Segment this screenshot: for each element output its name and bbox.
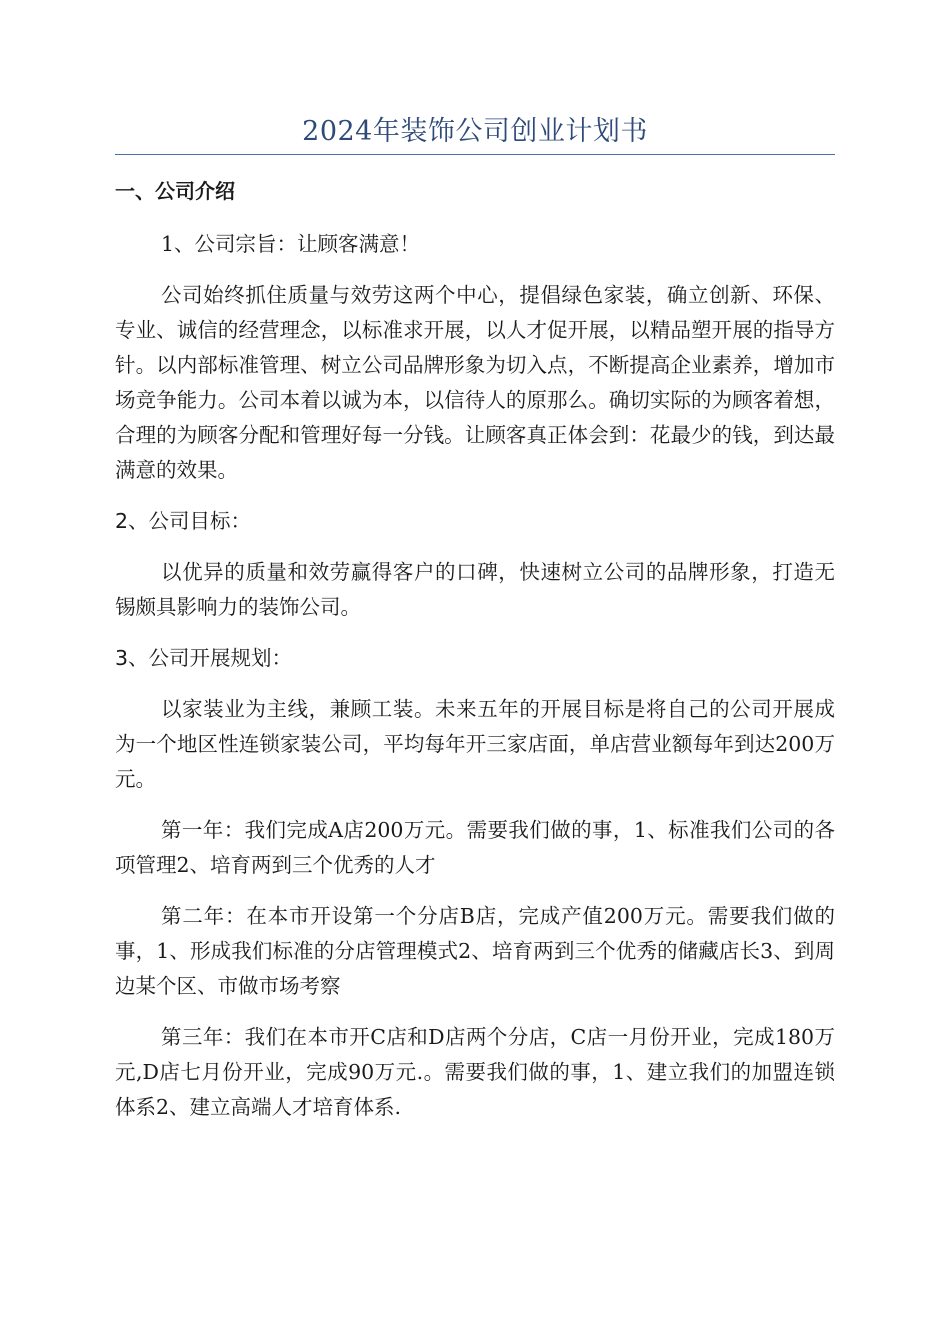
section-heading-company-intro: 一、公司介绍 bbox=[115, 179, 235, 203]
paragraph-year-three: 第三年：我们在本市开C店和D店两个分店，C店一月份开业，完成180万元,D店七月份开业，完成90万元.。需要我们做的事，1、建立我们的加盟连锁体系2、建立高端人才培育体系. bbox=[115, 1025, 835, 1119]
paragraph-company-goal: 以优异的质量和效劳赢得客户的口碑，快速树立公司的品牌形象，打造无锡颇具影响力的装饰公司。 bbox=[115, 560, 835, 619]
paragraph-development-overview: 以家装业为主线，兼顾工装。未来五年的开展目标是将自己的公司开展成为一个地区性连锁家装公司，平均每年开三家店面，单店营业额每年到达200万元。 bbox=[115, 697, 835, 791]
paragraph-year-two: 第二年：在本市开设第一个分店B店，完成产值200万元。需要我们做的事，1、形成我们标准的分店管理模式2、培育两到三个优秀的储藏店长3、到周边某个区、市做市场考察 bbox=[115, 904, 835, 998]
document-title: 2024年装饰公司创业计划书 bbox=[302, 116, 648, 147]
paragraph-year-one: 第一年：我们完成A店200万元。需要我们做的事，1、标准我们公司的各项管理2、培育两到三个优秀的人才 bbox=[115, 818, 835, 877]
section-heading-development-plan: 3、公司开展规划： bbox=[115, 646, 293, 670]
paragraph-company-purpose: 1、公司宗旨：让顾客满意！ bbox=[161, 232, 421, 256]
paragraph-company-philosophy: 公司始终抓住质量与效劳这两个中心，提倡绿色家装，确立创新、环保、专业、诚信的经营理念，以标准求开展，以人才促开展，以精品塑开展的指导方针。以内部标准管理、树立公司品牌形象为切入点，不断提高企业素养，增加市场竞争能力。公司本着以诚为本，以信待人的原那么。确切实际的为顾客着想，合理的为顾客分配和管理好每一分钱。让顾客真正体会到：花最少的钱，到达最满意的效果。 bbox=[115, 283, 835, 482]
title-underline bbox=[115, 154, 835, 155]
section-heading-company-goal: 2、公司目标： bbox=[115, 509, 252, 533]
document-body bbox=[115, 174, 835, 1141]
